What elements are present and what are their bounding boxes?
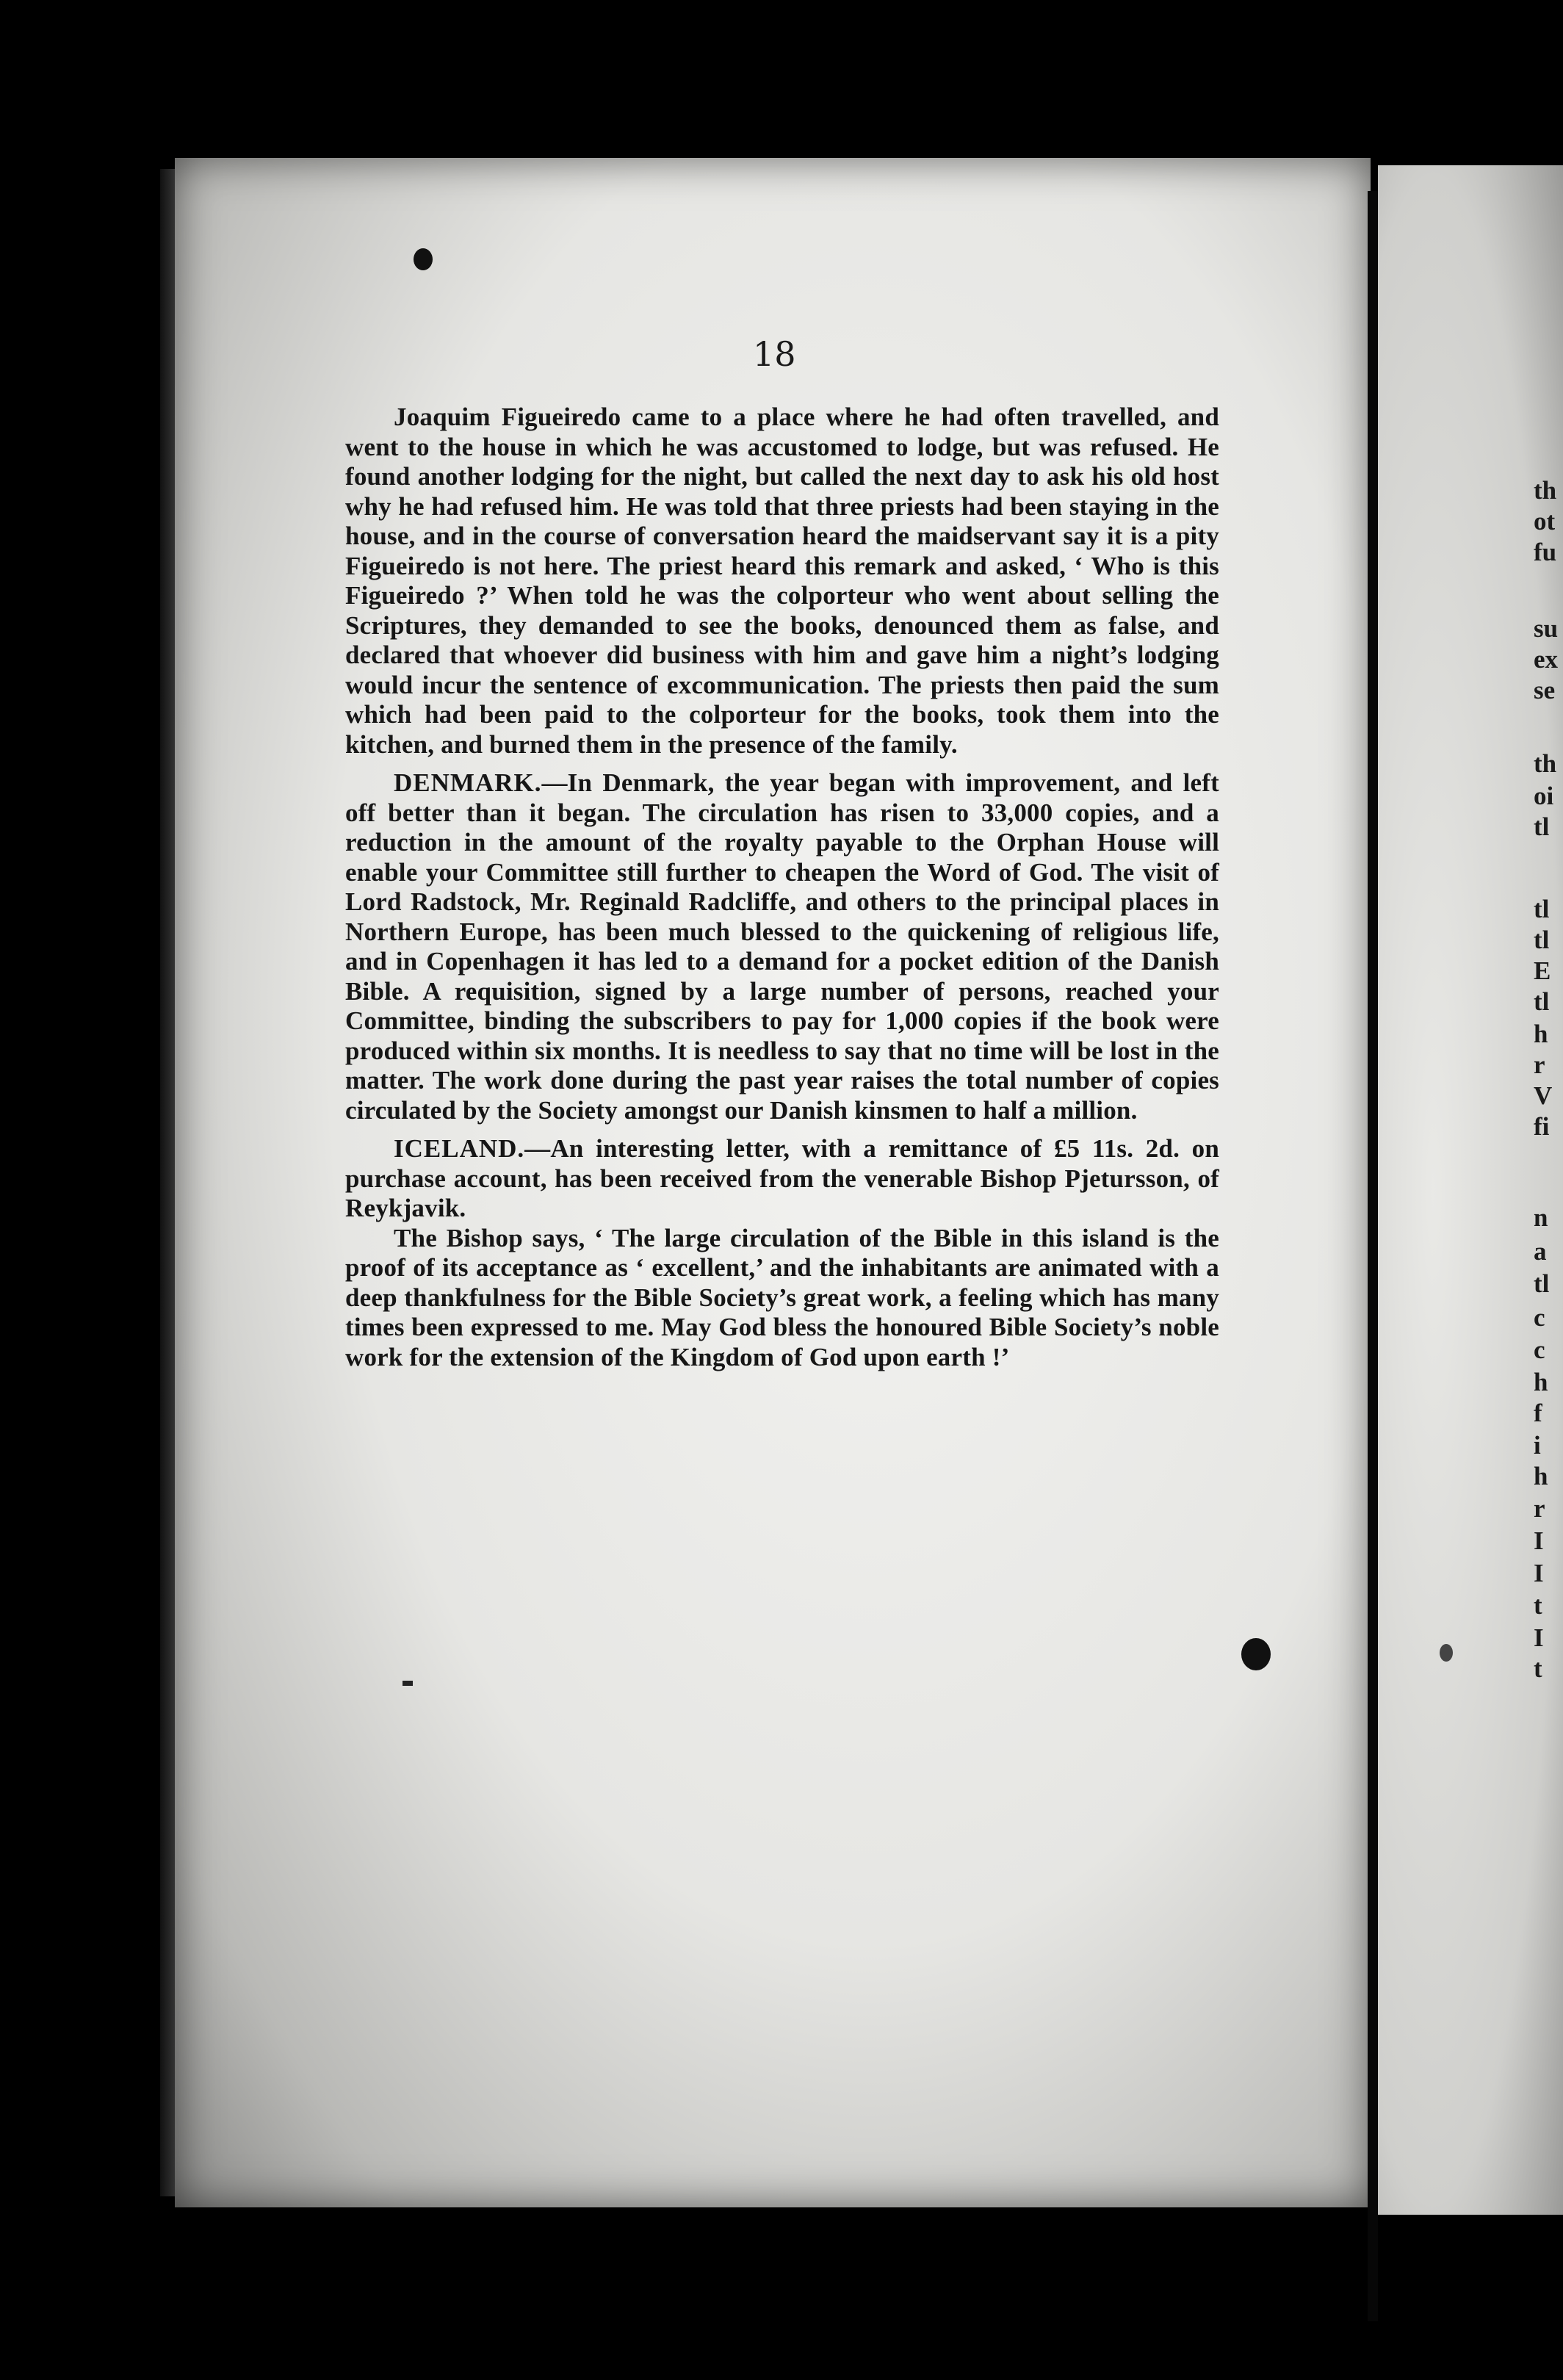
facing-page-fragment: r — [1534, 1050, 1545, 1079]
facing-page-fragment: tl — [1534, 812, 1550, 841]
facing-page-fragment: I — [1534, 1559, 1544, 1587]
facing-page-fragment: tl — [1534, 1269, 1550, 1298]
facing-page-fragment: th — [1534, 476, 1557, 505]
facing-page-fragment: su — [1534, 614, 1559, 643]
facing-page-fragment: V — [1534, 1081, 1553, 1110]
facing-page-fragment: i — [1534, 1431, 1541, 1460]
facing-page-fragment: I — [1534, 1526, 1544, 1555]
ink-blot — [1440, 1644, 1453, 1662]
facing-page-fragment: fu — [1534, 538, 1557, 566]
facing-page-fragment: t — [1534, 1654, 1542, 1683]
facing-page-fragment: se — [1534, 676, 1556, 704]
paragraph-denmark — [345, 768, 1219, 1125]
facing-page-fragment: n — [1534, 1203, 1548, 1232]
paragraph-text: The Bishop says, ‘ The large circulation of the Bible in this island is the proof of its acceptance as ‘ excellent,’ and the inhabitants are animated with a deep thankfulness for the Bible Society’s great work, a feeling which has many times been expressed to me. May God bless the honoured Bible Society’s noble work for the extension of the Kingdom of God upon earth !’ — [345, 1223, 1219, 1371]
facing-page-fragment: ex — [1534, 645, 1559, 674]
facing-page-fragment: oi — [1534, 782, 1554, 810]
ink-mark — [403, 1681, 413, 1686]
paragraph-bishop-quote — [345, 1224, 1219, 1373]
page-number: 18 — [753, 334, 796, 374]
facing-page-fragment: tl — [1534, 926, 1550, 954]
facing-page-fragment: a — [1534, 1237, 1547, 1266]
paragraph-text: —An interesting letter, with a remittance of £5 11s. 2d. on purchase account, has been received from the venerable Bishop Pjetursson, of Reykjavik. — [345, 1134, 1219, 1222]
facing-page-fragment: th — [1534, 749, 1557, 778]
paragraph-iceland — [345, 1134, 1219, 1224]
ink-blot — [414, 248, 433, 270]
facing-page-fragment: h — [1534, 1462, 1548, 1490]
paragraph-text: Joaquim Figueiredo came to a place where he had often travelled, and went to the house in which he was accustomed to lodge, but was refused. He found another lodging for the night, but called the next day to ask his old host why he had refused him. He was told that three priests had been staying in the house, and in the course of conversation heard the maidservant say it is a pity Figueiredo is not here. The priest heard this remark and asked, ‘ Who is this Figueiredo ?’ When told he was the colporteur who went about selling the Scriptures, they demanded to see the books, denounced them as false, and declared that whoever did business with him and gave him a night’s lodging would incur the sentence of excommunication. The priests then paid the sum which had been paid to the colporteur for the books, took them into the kitchen, and burned them in the presence of the family. — [345, 403, 1219, 759]
facing-page-fragment: h — [1534, 1368, 1548, 1396]
facing-page-fragment: fi — [1534, 1112, 1550, 1141]
facing-page-fragment: E — [1534, 956, 1551, 985]
ink-blot — [1241, 1638, 1271, 1670]
section-heading-iceland: ICELAND. — [394, 1134, 525, 1163]
facing-page-fragment: c — [1534, 1303, 1545, 1332]
facing-page-fragment: r — [1534, 1494, 1545, 1523]
paragraph-text: —In Denmark, the year began with improvement, and left off better than it began. The circulation has risen to 33,000 copies, and a reduction in the amount of the royalty payable to the Orphan House will enable your Committee still further to cheapen the Word of God. The visit of Lord Radstock, Mr. Reginald Radcliffe, and others to the principal places in Northern Europe, has been much blessed to the quickening of religious life, and in Copenhagen it has led to a demand for a pocket edition of the Danish Bible. A requisition, signed by a large number of persons, reached your Committee, binding the subscribers to pay for 1,000 copies if the book were produced within six months. It is needless to say that no time will be lost in the matter. The work done during the past year raises the total number of copies circulated by the Society amongst our Danish kinsmen to half a million. — [345, 768, 1219, 1125]
facing-page-fragment: c — [1534, 1335, 1545, 1364]
right-page-edge — [1378, 165, 1563, 2215]
facing-page-fragment: h — [1534, 1020, 1548, 1048]
page-gutter — [1368, 191, 1378, 2321]
facing-page-fragment: tl — [1534, 987, 1550, 1016]
facing-page-fragment: I — [1534, 1623, 1544, 1652]
section-heading-denmark: DENMARK. — [394, 768, 542, 797]
facing-page-fragment: tl — [1534, 895, 1550, 923]
facing-page-fragment: f — [1534, 1399, 1542, 1427]
facing-page-fragment: ot — [1534, 507, 1556, 536]
page-body — [345, 403, 1219, 1372]
paragraph-figueiredo — [345, 403, 1219, 760]
facing-page-fragment: t — [1534, 1591, 1542, 1620]
